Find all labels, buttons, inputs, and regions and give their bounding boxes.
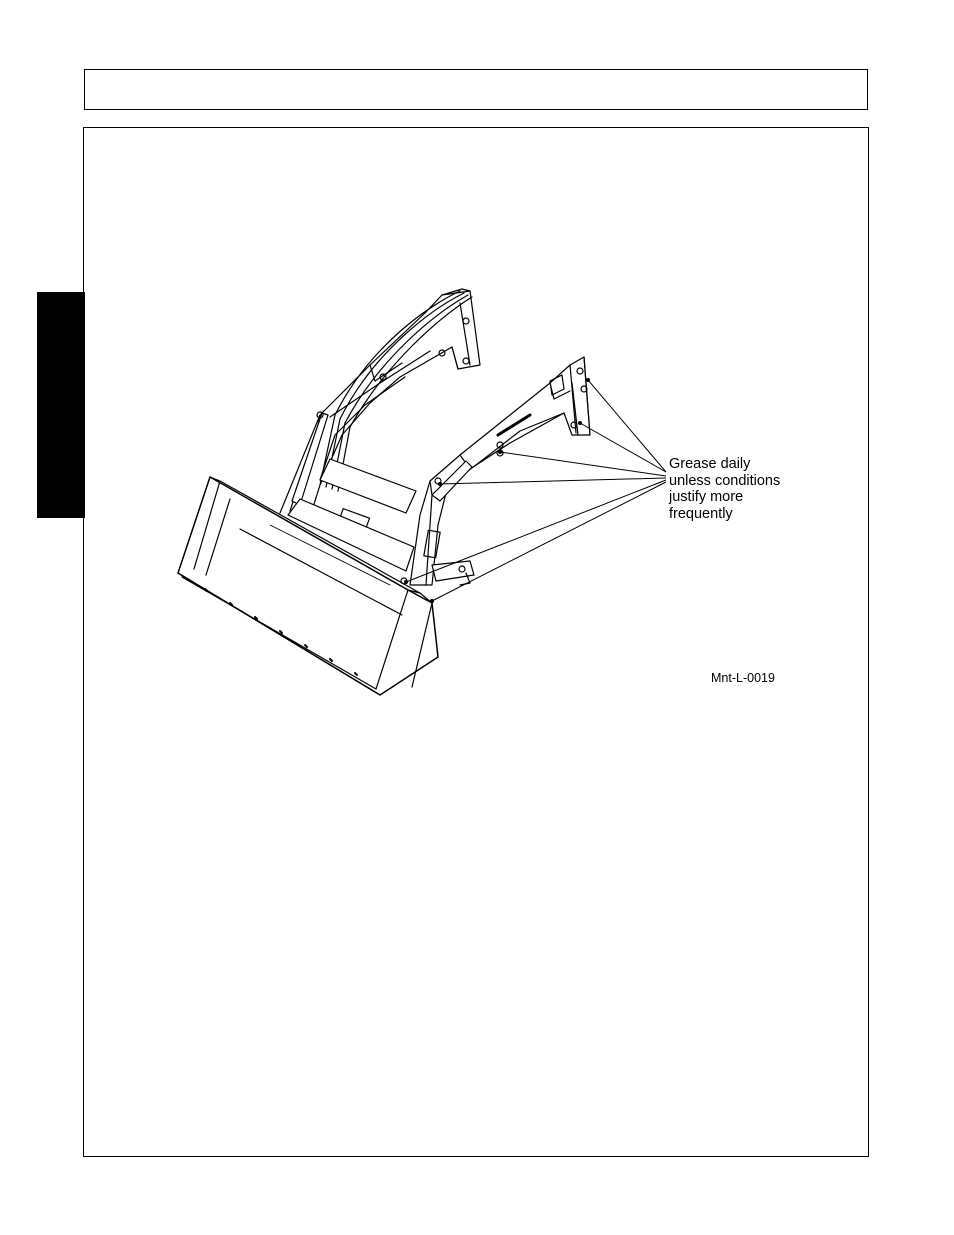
page-header-box bbox=[84, 69, 868, 110]
grease-callout-text: Grease daily unless conditions justify more frequently bbox=[669, 456, 781, 522]
front-loader-illustration bbox=[170, 285, 610, 700]
figure-id-label: Mnt-L-0019 bbox=[711, 671, 775, 685]
right-loader-arm bbox=[401, 357, 590, 585]
section-side-tab bbox=[37, 292, 85, 518]
